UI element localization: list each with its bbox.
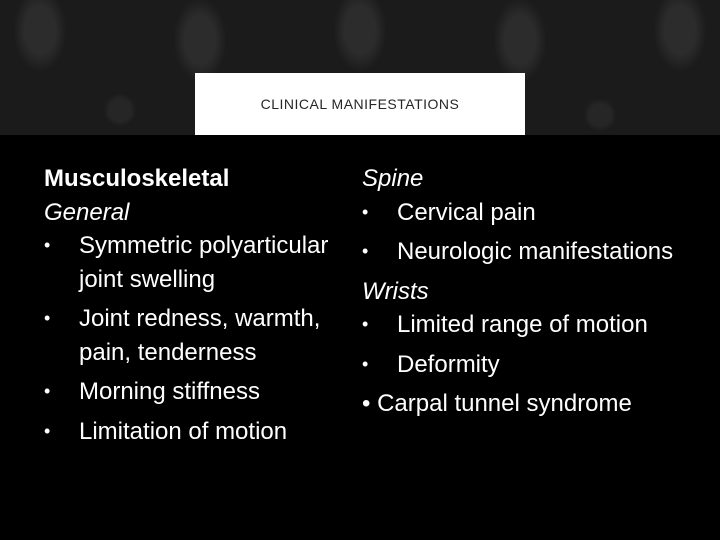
bullet-icon: • (362, 201, 369, 222)
spine-heading: Spine (362, 165, 424, 192)
list-item: • Morning stiffness (44, 375, 344, 409)
general-list (44, 229, 344, 448)
list-item: • Neurologic manifestations (362, 235, 692, 269)
right-column (362, 162, 692, 421)
title-box (195, 73, 525, 135)
spine-list (362, 196, 692, 269)
bullet-icon: • (362, 241, 369, 261)
carpal-tunnel-item: • Carpal tunnel syndrome (362, 390, 632, 417)
bullet-icon: • (44, 235, 51, 255)
slide-title: CLINICAL MANIFESTATIONS (260, 96, 460, 112)
list-item: • Joint redness, warmth, pain, tenderness (44, 302, 344, 369)
bullet-icon: • (362, 353, 369, 374)
wrists-list (362, 308, 692, 421)
list-item: • Deformity (362, 348, 692, 382)
bullet-icon: • (44, 308, 51, 328)
list-item: • Limited range of motion (362, 308, 692, 342)
list-item: • Symmetric polyarticular joint swelling (44, 229, 344, 296)
bullet-icon: • (44, 420, 51, 441)
list-item: • Cervical pain (362, 196, 692, 230)
left-column (44, 162, 344, 454)
bullet-icon: • (362, 314, 369, 334)
wrists-heading: Wrists (362, 277, 429, 305)
bullet-icon: • (44, 381, 51, 401)
general-subheading: General (44, 198, 130, 226)
musculoskeletal-heading: Musculoskeletal (44, 165, 230, 192)
list-item: • Limitation of motion (44, 415, 344, 449)
